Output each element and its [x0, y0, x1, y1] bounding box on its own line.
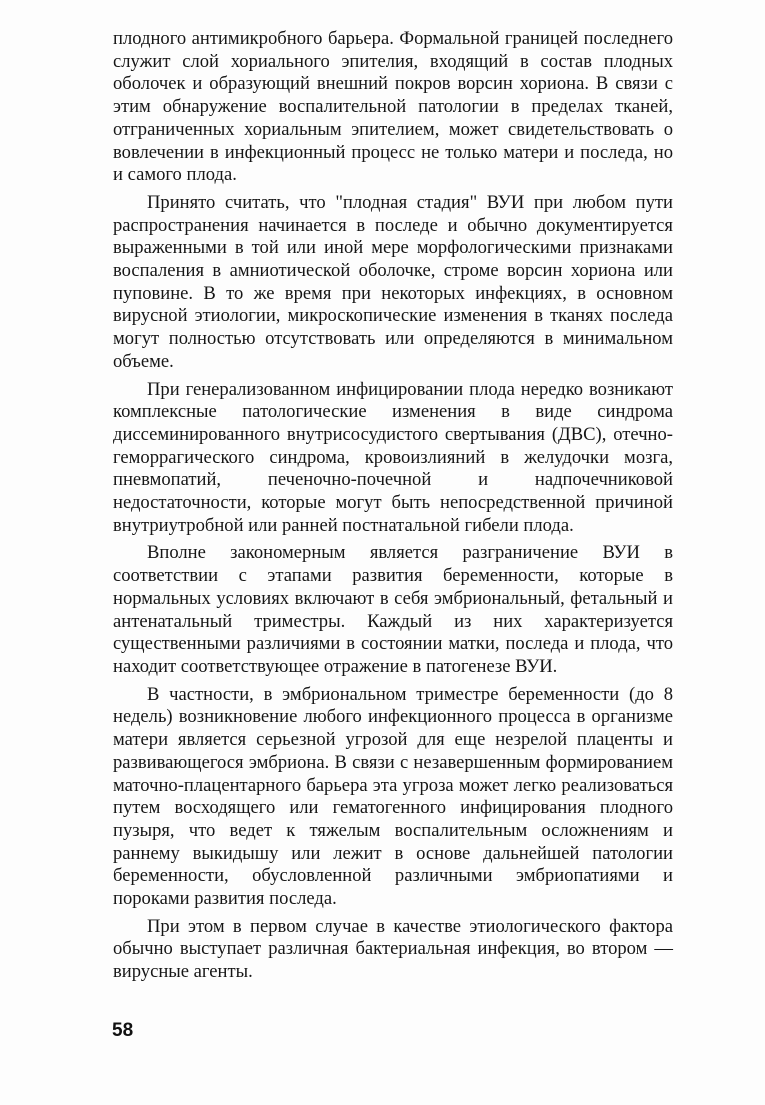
page-number: 58 [112, 1020, 134, 1041]
paragraph-6: При этом в первом случае в качестве этиологического фактора обычно выступает различная бактериальная инфекция, во втором — вирусные агенты. [113, 915, 673, 983]
paragraph-3: При генерализованном инфицировании плода нередко возникают комплексные патологические изменения в виде синдрома диссеминированного внутрисосудистого свертывания (ДВС), отечно-геморрагического синдрома, кровоизлияний в желудочки мозга, пневмопатий, печеночно-почечной и надпочечниковой недостаточности, которые могут быть непосредственной причиной внутриутробной или ранней постнатальной гибели плода. [113, 378, 673, 536]
paragraph-4: Вполне закономерным является разграничение ВУИ в соответствии с этапами развития беременности, которые в нормальных условиях включают в себя эмбриональный, фетальный и антенатальный триместры. Каждый из них характеризуется существенными различиями в состоянии матки, последа и плода, что находит соответствующее отражение в патогенезе ВУИ. [113, 542, 673, 677]
paragraph-1: плодного антимикробного барьера. Формальной границей последнего служит слой хориального эпителия, входящий в состав плодных оболочек и образующий внешний покров ворсин хориона. В связи с этим обнаружение воспалительной патологии в пределах тканей, отграниченных хориальным эпителием, может свидетельствовать о вовлечении в инфекционный процесс не только матери и последа, но и самого плода. [113, 28, 673, 186]
body-text [113, 28, 673, 989]
paragraph-5: В частности, в эмбриональном триместре беременности (до 8 недель) возникновение любого инфекционного процесса в организме матери является серьезной угрозой для еще незрелой плаценты и развивающегося эмбриона. В связи с незавершенным формированием маточно-плацентарного барьера эта угроза может легко реализоваться путем восходящего или гематогенного инфицирования плодного пузыря, что ведет к тяжелым воспалительным осложнениям и раннему выкидышу или лежит в основе дальнейшей патологии беременности, обусловленной различными эмбриопатиями и пороками развития последа. [113, 683, 673, 910]
paragraph-2: Принято считать, что "плодная стадия" ВУИ при любом пути распространения начинается в последе и обычно документируется выраженными в той или иной мере морфологическими признаками воспаления в амниотической оболочке, строме ворсин хориона или пуповине. В то же время при некоторых инфекциях, в основном вирусной этиологии, микроскопические изменения в тканях последа могут полностью отсутствовать или определяются в минимальном объеме. [113, 191, 673, 372]
